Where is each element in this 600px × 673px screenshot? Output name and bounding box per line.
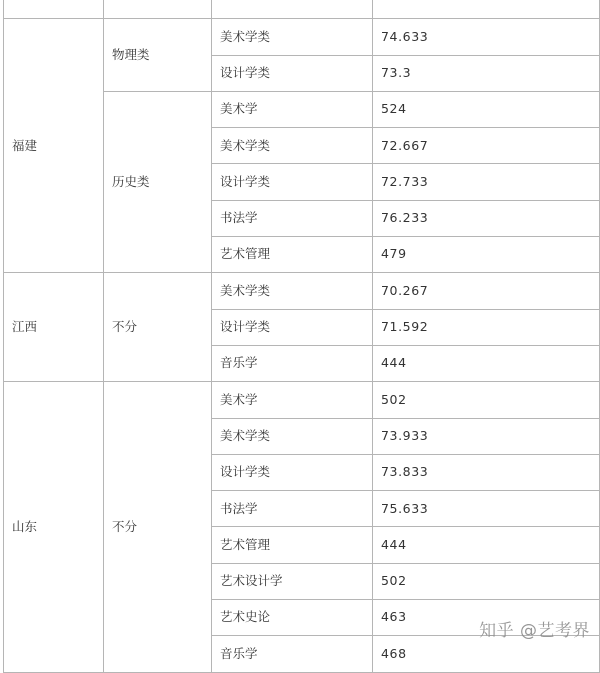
score-cell: 502 [373,382,600,418]
category-cell: 不分 [104,273,212,382]
subject-cell: 美术学 [212,91,373,127]
score-cell: 76.233 [373,200,600,236]
subject-cell [212,0,373,19]
score-cell: 71.592 [373,309,600,345]
subject-cell: 设计学类 [212,454,373,490]
subject-cell: 艺术设计学 [212,563,373,599]
score-cell: 74.633 [373,19,600,55]
subject-cell: 音乐学 [212,636,373,672]
score-cell: 444 [373,527,600,563]
score-cell: 72.733 [373,164,600,200]
subject-cell: 美术学类 [212,19,373,55]
subject-cell: 美术学 [212,382,373,418]
score-cell: 502 [373,563,600,599]
score-cell: 444 [373,345,600,381]
score-cell: 75.633 [373,491,600,527]
score-table [3,0,600,673]
subject-cell: 美术学类 [212,273,373,309]
province-cell: 江西 [4,273,104,382]
score-cell: 73.833 [373,454,600,490]
subject-cell: 设计学类 [212,309,373,345]
subject-cell: 书法学 [212,200,373,236]
subject-cell: 设计学类 [212,164,373,200]
table-row [4,19,600,55]
province-cell [4,0,104,19]
subject-cell: 设计学类 [212,55,373,91]
score-cell: 468 [373,636,600,672]
score-cell: 524 [373,91,600,127]
table-row [4,0,600,19]
category-cell: 不分 [104,382,212,672]
category-cell: 物理类 [104,19,212,92]
province-cell: 山东 [4,382,104,672]
score-cell: 73.933 [373,418,600,454]
subject-cell: 美术学类 [212,418,373,454]
province-cell: 福建 [4,19,104,273]
score-table-body [4,0,600,672]
subject-cell: 艺术管理 [212,237,373,273]
subject-cell: 音乐学 [212,345,373,381]
score-cell: 70.267 [373,273,600,309]
category-cell [104,0,212,19]
zhihu-watermark: 知乎 @艺考界 [479,621,590,641]
subject-cell: 艺术史论 [212,600,373,636]
table-row [4,273,600,309]
score-cell: 479 [373,237,600,273]
score-cell: 73.3 [373,55,600,91]
category-cell: 历史类 [104,91,212,272]
score-cell: 72.667 [373,128,600,164]
score-cell: 463 [373,600,600,636]
subject-cell: 艺术管理 [212,527,373,563]
score-cell [373,0,600,19]
subject-cell: 书法学 [212,491,373,527]
subject-cell: 美术学类 [212,128,373,164]
table-row [4,382,600,418]
